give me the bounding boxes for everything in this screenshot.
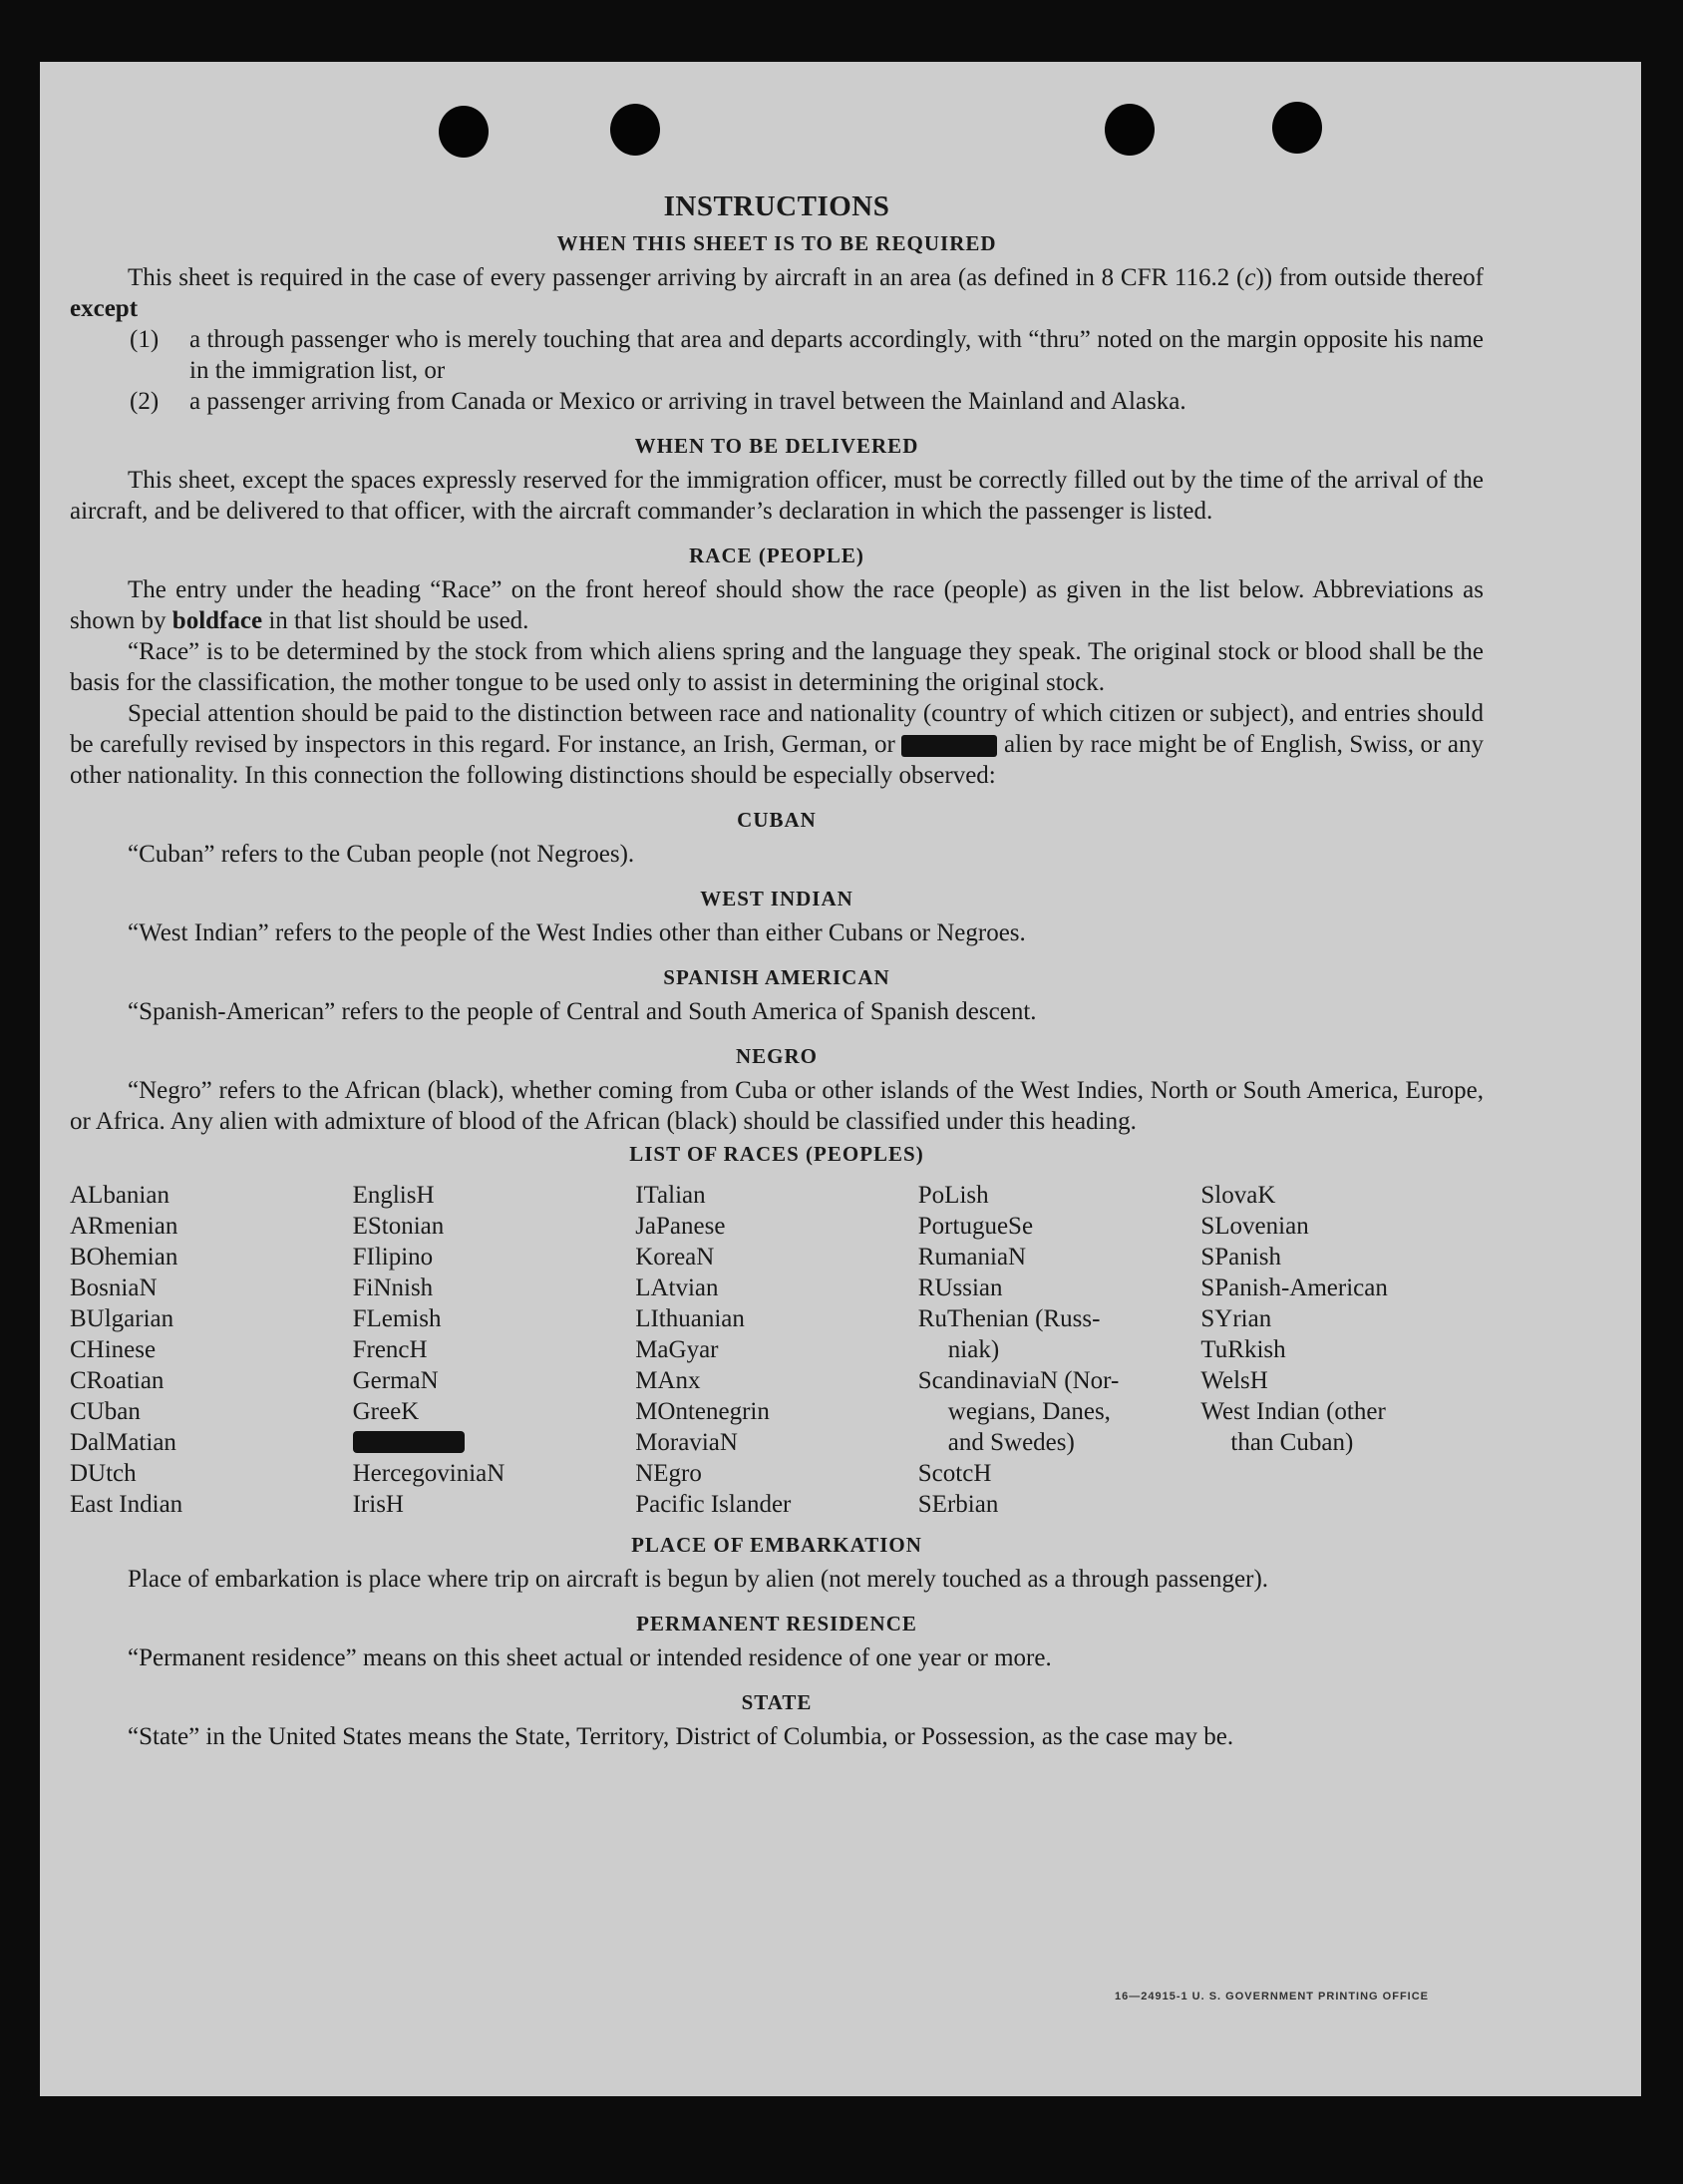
spanish-american-text: “Spanish-American” refers to the people of Central and South America of Spanish descent. xyxy=(128,998,1037,1025)
required-intro-c: c xyxy=(1244,264,1256,291)
negro-text: “Negro” refers to the African (black), whether coming from Cuba or other islands of the West Indies, North or South America, Europe, or Africa. Any alien with admixture of blood of the African (black) should be classified under this heading. xyxy=(70,1077,1484,1135)
required-intro-start: This sheet is required in the case of every passenger arriving by aircraft in an area (as defined in 8 CFR 116.2 ( xyxy=(128,264,1245,291)
heading-list-of-races: LIST OF RACES (PEOPLES) xyxy=(629,1142,924,1166)
heading-negro: NEGRO xyxy=(735,1044,818,1068)
race-entry: SErbian xyxy=(917,1491,999,1518)
race-entry: SYrian xyxy=(1200,1305,1272,1332)
race-entry: BUlgarian xyxy=(70,1305,174,1332)
race-entry: CRoatian xyxy=(70,1367,165,1394)
race-entry: ALbanian xyxy=(70,1182,169,1209)
race-entry: CHinese xyxy=(70,1336,157,1363)
race-entry: KoreaN xyxy=(635,1244,715,1271)
race-entry: FiNnish xyxy=(352,1274,434,1301)
race-entry: DUtch xyxy=(70,1460,137,1487)
race-entry: Pacific Islander xyxy=(635,1491,792,1518)
race-entry-continued: niak) xyxy=(947,1336,1000,1363)
page-title: INSTRUCTIONS xyxy=(663,190,890,222)
race-entry: BosniaN xyxy=(70,1274,158,1301)
race-entry: BOhemian xyxy=(70,1244,178,1271)
heading-embarkation: PLACE OF EMBARKATION xyxy=(631,1533,922,1557)
race-entry: FLemish xyxy=(352,1305,442,1332)
heading-state: STATE xyxy=(741,1690,813,1714)
delivered-text: This sheet, except the spaces expressly reserved for the immigration officer, must be correctly filled out by the time of the arrival of the aircraft, and be delivered to that officer, with the aircraft commander’s declaration in which the passenger is listed. xyxy=(70,467,1484,525)
race-entry: PortugueSe xyxy=(917,1213,1034,1240)
race-entry: LIthuanian xyxy=(635,1305,745,1332)
race-entry: DalMatian xyxy=(70,1429,176,1456)
races-column-2 xyxy=(353,1180,636,1520)
required-intro xyxy=(70,262,1484,324)
races-column-5 xyxy=(1200,1180,1484,1520)
race-entry: SPanish-American xyxy=(1200,1274,1388,1301)
race-entry: NEgro xyxy=(635,1460,702,1487)
race-entry: ARmenian xyxy=(70,1213,178,1240)
race-entry: SlovaK xyxy=(1200,1182,1276,1209)
race-entry: RUssian xyxy=(917,1274,1003,1301)
required-item-2 xyxy=(130,386,1484,417)
race-entry: EnglisH xyxy=(352,1182,435,1209)
race-entry: East Indian xyxy=(70,1491,183,1518)
race-entry: ITalian xyxy=(635,1182,706,1209)
race-paragraph-3 xyxy=(70,698,1484,791)
race-entry: GermaN xyxy=(352,1367,439,1394)
races-column-1 xyxy=(70,1180,353,1520)
instructions-body xyxy=(70,191,1484,1752)
heading-when-required: WHEN THIS SHEET IS TO BE REQUIRED xyxy=(556,231,997,255)
required-item-1 xyxy=(130,324,1484,386)
redaction-mark xyxy=(901,735,997,757)
race-entry: MaGyar xyxy=(635,1336,719,1363)
punch-hole xyxy=(1272,102,1322,154)
punch-hole xyxy=(439,106,489,158)
race-entry: SPanish xyxy=(1200,1244,1281,1271)
heading-when-delivered: WHEN TO BE DELIVERED xyxy=(634,434,919,458)
race-entry: CUban xyxy=(70,1398,141,1425)
race-entry-continued: than Cuban) xyxy=(1230,1429,1354,1456)
race-p3-end: alien by race might be of English, Swiss, or any other nationality. In this connection the following distinctions should be especially observed: xyxy=(70,731,1484,789)
race-p1-end: in that list should be used. xyxy=(268,607,529,634)
race-entry: MAnx xyxy=(635,1367,701,1394)
race-entry: EStonian xyxy=(352,1213,445,1240)
item-number: (2) xyxy=(130,388,160,415)
race-entry: LAtvian xyxy=(635,1274,719,1301)
item-number: (1) xyxy=(130,326,160,353)
state-text: “State” in the United States means the State, Territory, District of Columbia, or Possession, as the case may be. xyxy=(128,1723,1234,1750)
race-entry: FIlipino xyxy=(352,1244,434,1271)
required-intro-except: except xyxy=(70,295,139,322)
race-entry: West Indian (other xyxy=(1200,1398,1386,1425)
cuban-text: “Cuban” refers to the Cuban people (not Negroes). xyxy=(128,841,635,868)
embarkation-text: Place of embarkation is place where trip on aircraft is begun by alien (not merely touched as a through passenger). xyxy=(128,1566,1269,1593)
race-entry: HercegoviniaN xyxy=(352,1460,505,1487)
race-entry: RuThenian (Russ- xyxy=(917,1305,1101,1332)
item-text: a through passenger who is merely touching that area and departs accordingly, with “thru” noted on the margin opposite his name in the immigration list, or xyxy=(189,326,1484,384)
race-entry: ScotcH xyxy=(917,1460,992,1487)
required-intro-mid: )) from outside thereof xyxy=(1255,264,1484,291)
race-paragraph-2: “Race” is to be determined by the stock from which aliens spring and the language they speak. The original stock or blood shall be the basis for the classification, the mother tongue to be used only to assist in determining the original stock. xyxy=(70,638,1484,696)
race-paragraph-1 xyxy=(70,574,1484,636)
race-entry: RumaniaN xyxy=(917,1244,1027,1271)
races-column-3 xyxy=(635,1180,918,1520)
race-p1-start: The entry under the heading “Race” on the front hereof should show the race (people) as given in the list below. Abbreviations as shown by xyxy=(70,576,1484,634)
redaction-mark xyxy=(353,1427,636,1458)
printing-office-footer: 16—24915-1 U. S. GOVERNMENT PRINTING OFFICE xyxy=(1115,1991,1430,2002)
heading-permanent-residence: PERMANENT RESIDENCE xyxy=(636,1612,917,1636)
heading-race: RACE (PEOPLE) xyxy=(689,544,864,567)
race-entry: TuRkish xyxy=(1200,1336,1286,1363)
heading-west-indian: WEST INDIAN xyxy=(700,887,853,910)
race-p3-start: Special attention should be paid to the distinction between race and nationality (country of which citizen or subject), and entries should be carefully revised by inspectors in this regard. For instance, an Irish, German, or xyxy=(70,700,1484,758)
punch-hole xyxy=(610,104,660,156)
race-entry: PoLish xyxy=(917,1182,989,1209)
heading-cuban: CUBAN xyxy=(737,808,817,832)
race-p1-bold: boldface xyxy=(171,607,263,634)
race-entry: MOntenegrin xyxy=(635,1398,770,1425)
punch-hole xyxy=(1105,104,1155,156)
permanent-residence-text: “Permanent residence” means on this sheet actual or intended residence of one year or more. xyxy=(128,1644,1052,1671)
races-column-4 xyxy=(918,1180,1201,1520)
race-entry-continued: and Swedes) xyxy=(947,1429,1075,1456)
race-entry: IrisH xyxy=(352,1491,404,1518)
race-entry: SLovenian xyxy=(1200,1213,1309,1240)
race-entry: FrencH xyxy=(352,1336,428,1363)
heading-spanish-american: SPANISH AMERICAN xyxy=(663,965,890,989)
item-text: a passenger arriving from Canada or Mexico or arriving in travel between the Mainland and Alaska. xyxy=(189,388,1186,415)
race-entry: ScandinaviaN (Nor- xyxy=(917,1367,1120,1394)
race-entry: MoraviaN xyxy=(635,1429,738,1456)
races-list xyxy=(70,1180,1484,1520)
race-entry: JaPanese xyxy=(635,1213,726,1240)
west-indian-text: “West Indian” refers to the people of the West Indies other than either Cubans or Negroes. xyxy=(128,919,1026,946)
race-entry-continued: wegians, Danes, xyxy=(947,1398,1111,1425)
race-entry: WelsH xyxy=(1200,1367,1268,1394)
race-entry: GreeK xyxy=(352,1398,420,1425)
form-sheet xyxy=(40,62,1641,2096)
